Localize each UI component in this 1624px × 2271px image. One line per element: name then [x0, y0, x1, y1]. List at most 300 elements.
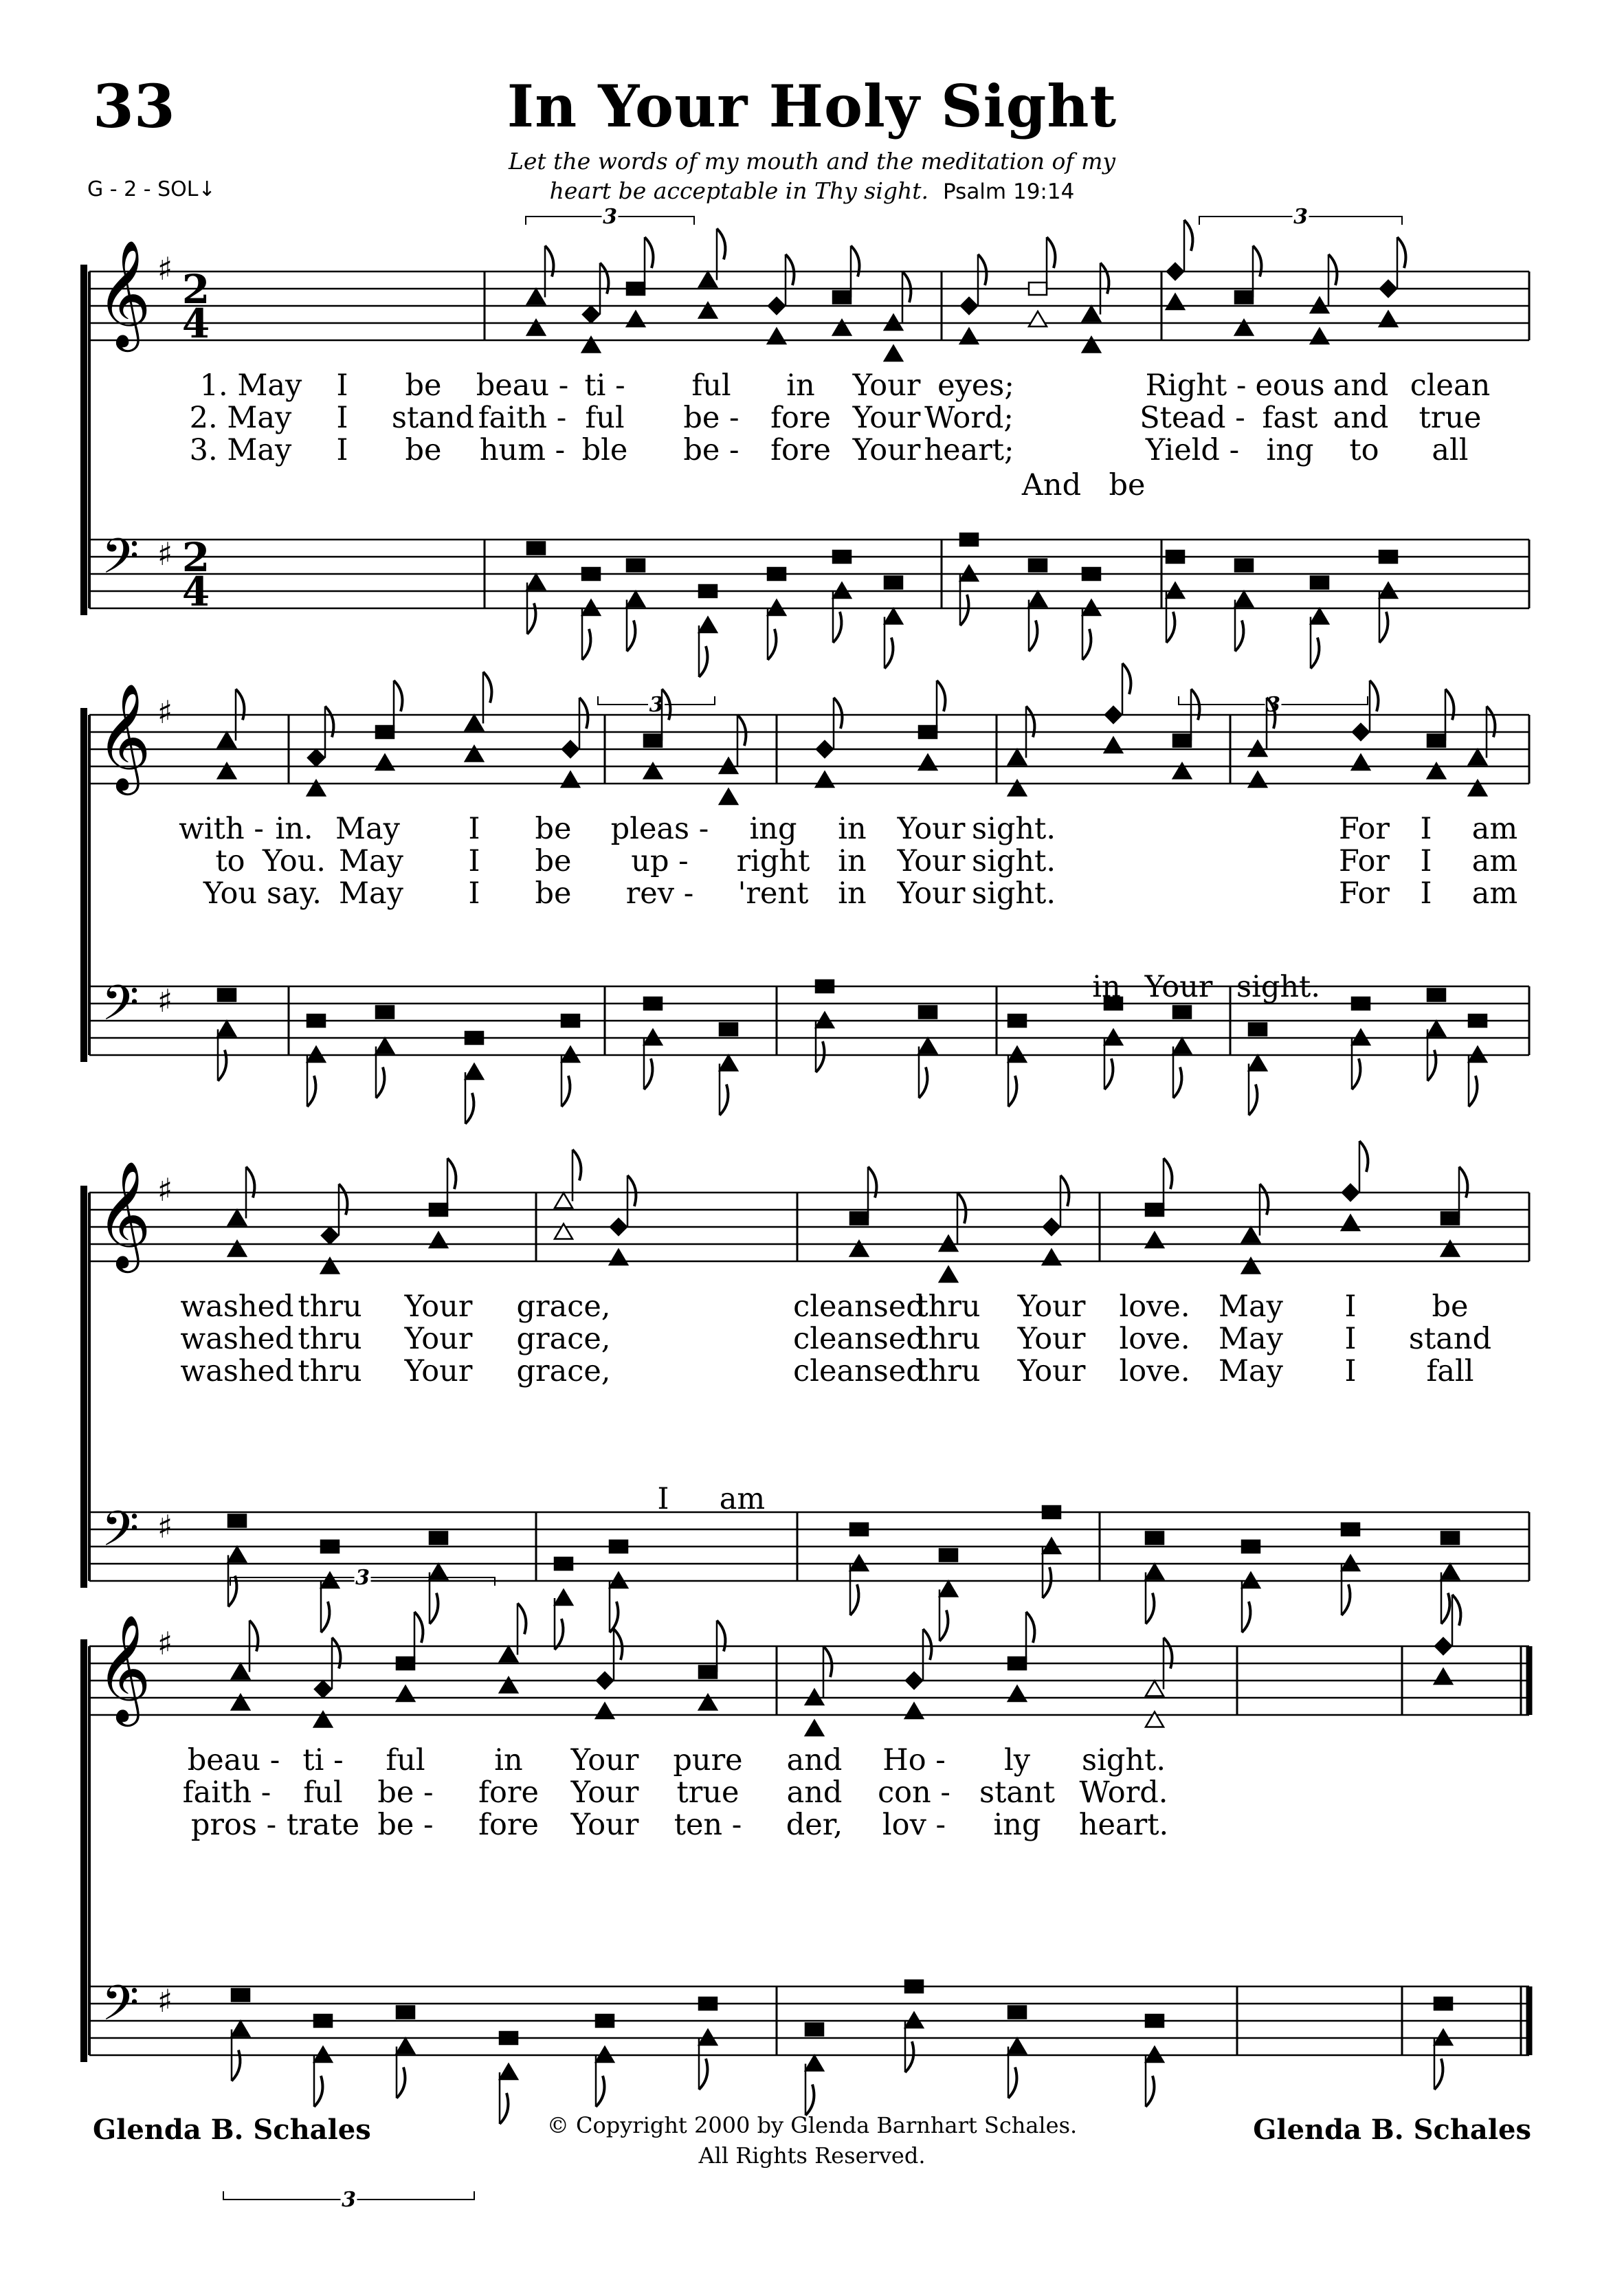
note-head — [1441, 1532, 1459, 1544]
lyric-syllable: be — [535, 876, 572, 911]
note-head — [919, 755, 937, 770]
note-head — [1311, 577, 1328, 589]
lyric-syllable: fore — [478, 1808, 539, 1842]
lyric-syllable: der, — [786, 1808, 843, 1842]
note-head — [850, 1523, 868, 1536]
note-flag — [1166, 612, 1175, 643]
note-head — [555, 1193, 572, 1208]
note-flag — [1060, 1175, 1069, 1206]
note-head — [308, 750, 324, 766]
note-head — [1235, 592, 1253, 607]
note-flag — [397, 2068, 405, 2098]
note-head — [218, 733, 236, 748]
note-flag — [582, 629, 590, 660]
lyric-syllable: fore — [770, 433, 831, 467]
note-flag — [1359, 1141, 1368, 1172]
lyric-syllable: May — [339, 844, 403, 878]
lyric-syllable: be - — [377, 1808, 434, 1842]
tuplet-number: 3 — [649, 693, 664, 717]
lyric-syllable: I — [1344, 1289, 1357, 1324]
note-flag — [1008, 2068, 1016, 2098]
key-signature-sharp: ♯ — [157, 250, 173, 287]
note-flag — [905, 2041, 913, 2072]
scripture-reference: Psalm 19:14 — [943, 179, 1075, 204]
note-flag — [1122, 663, 1131, 694]
note-flag — [645, 237, 653, 268]
lyric-syllable: pure — [673, 1743, 743, 1777]
note-head — [699, 617, 717, 632]
lyric-syllable: I — [468, 844, 480, 878]
note-head — [768, 329, 786, 344]
note-head — [1242, 1228, 1260, 1243]
note-head — [1008, 1686, 1026, 1701]
note-head — [322, 1228, 338, 1244]
note-flag — [1370, 680, 1378, 711]
lyric-syllable: Your — [570, 1743, 639, 1777]
note-flag — [1047, 237, 1055, 268]
lyric-syllable: be — [1432, 1289, 1469, 1324]
lyric-syllable: beau - — [476, 368, 569, 403]
note-head — [1249, 1056, 1267, 1071]
lyric-syllable: Your — [852, 433, 921, 467]
note-flag — [1173, 1067, 1181, 1098]
epigraph-line-1: Let the words of my mouth and the meditation of my — [508, 148, 1116, 175]
lyric-syllable: I — [1420, 876, 1432, 911]
note-flag — [937, 680, 945, 711]
lyric-syllable: say. — [267, 876, 322, 911]
note-head — [597, 1672, 613, 1689]
note-flag — [1146, 1593, 1154, 1624]
lyric-syllable: May — [1219, 1322, 1283, 1356]
note-flag — [1469, 1076, 1477, 1107]
lyric-syllable: in — [494, 1743, 523, 1777]
lyric-syllable: Your — [570, 1775, 639, 1810]
lyric-syllable: I — [1344, 1354, 1357, 1388]
note-head — [1249, 772, 1267, 787]
time-signature-top: 2 — [181, 266, 210, 313]
time-signature-bottom: 4 — [181, 568, 210, 615]
composer-left: Glenda B. Schales — [93, 2114, 371, 2146]
note-head — [1235, 291, 1253, 304]
tuplet-number: 3 — [342, 2188, 356, 2212]
note-flag — [1242, 1602, 1250, 1632]
bass-lyric-syllable: be — [1109, 468, 1146, 502]
note-head — [1166, 294, 1184, 309]
lyric-syllable: 1. May — [199, 368, 302, 403]
note-head — [699, 585, 717, 597]
lyric-syllable: fall — [1426, 1354, 1474, 1388]
note-head — [610, 1219, 627, 1235]
lyric-syllable: and — [786, 1775, 843, 1810]
tuplet-number: 3 — [603, 205, 617, 229]
note-head — [805, 1720, 823, 1736]
note-head — [1105, 707, 1122, 723]
note-head — [816, 741, 833, 757]
lyric-syllable: 3. May — [189, 433, 292, 467]
note-head — [850, 1212, 868, 1225]
lyric-syllable: ful — [386, 1743, 425, 1777]
note-head — [805, 2056, 823, 2071]
note-head — [321, 1540, 339, 1553]
note-head — [218, 1021, 236, 1037]
note-head — [232, 2021, 249, 2037]
lyric-syllable: May — [335, 812, 400, 846]
lyric-syllable: You. — [263, 844, 326, 878]
note-head — [610, 1250, 627, 1265]
bass-clef: 𝄢 — [101, 529, 140, 597]
note-head — [527, 542, 545, 555]
note-head — [397, 1657, 414, 1670]
lyric-syllable: washed — [180, 1322, 294, 1356]
note-head — [1043, 1250, 1060, 1265]
note-head — [1379, 551, 1397, 563]
note-head — [833, 551, 851, 563]
lyric-syllable: May — [1219, 1289, 1283, 1324]
lyric-syllable: hum - — [479, 433, 566, 467]
note-head — [500, 2064, 518, 2079]
lyric-syllable: May — [1219, 1354, 1283, 1388]
composer-right: Glenda B. Schales — [1253, 2114, 1531, 2146]
lyric-syllable: love. — [1119, 1354, 1190, 1388]
lyric-syllable: love. — [1119, 1289, 1190, 1324]
note-head — [627, 283, 645, 295]
lyric-syllable: Your — [897, 844, 966, 878]
note-head — [1435, 1638, 1451, 1654]
note-head — [699, 272, 717, 287]
note-flag — [816, 1041, 824, 1072]
key-signature-sharp: ♯ — [157, 1982, 173, 2019]
note-head — [376, 1039, 394, 1054]
note-head — [939, 1549, 957, 1562]
bass-staff — [89, 540, 1529, 608]
note-head — [228, 1547, 246, 1562]
hymn-title: In Your Holy Sight — [507, 72, 1117, 140]
note-head — [805, 2024, 823, 2036]
note-head — [1441, 1212, 1459, 1225]
note-head — [1104, 738, 1122, 753]
bass-staff — [89, 1512, 1529, 1581]
bass-staff — [89, 1986, 1529, 2055]
note-head — [720, 789, 737, 804]
lyric-syllable: fore — [478, 1775, 539, 1810]
note-head — [1379, 311, 1397, 326]
treble-clef: 𝄞 — [96, 239, 151, 347]
note-head — [465, 1032, 483, 1044]
note-head — [583, 307, 599, 323]
lyric-syllable: 2. May — [189, 401, 292, 435]
note-flag — [699, 646, 707, 677]
note-head — [627, 311, 645, 326]
lyric-syllable: in. — [275, 812, 313, 846]
lyric-syllable: 'rent — [737, 876, 809, 911]
lyric-syllable: ti - — [302, 1743, 344, 1777]
lyric-syllable: grace, — [516, 1322, 611, 1356]
lyric-syllable: sight. — [972, 844, 1056, 878]
lyric-syllable: Your — [404, 1354, 473, 1388]
copyright-line-2: All Rights Reserved. — [698, 2142, 926, 2169]
note-flag — [644, 1059, 652, 1089]
note-head — [961, 298, 977, 314]
note-head — [561, 1015, 579, 1027]
lyric-syllable: all — [1432, 433, 1469, 467]
note-flag — [833, 612, 841, 643]
lyric-syllable: lov - — [882, 1808, 946, 1842]
note-head — [376, 755, 394, 770]
lyric-syllable: true — [1419, 401, 1482, 435]
note-head — [919, 1039, 937, 1054]
note-head — [1427, 1021, 1445, 1037]
lyric-syllable: May — [339, 876, 403, 911]
note-head — [768, 568, 786, 580]
lyric-syllable: ten - — [674, 1808, 742, 1842]
key-signature-sharp: ♯ — [157, 1625, 173, 1662]
note-head — [627, 560, 645, 572]
note-head — [430, 1204, 447, 1216]
note-head — [720, 1056, 737, 1071]
note-head — [816, 980, 834, 993]
key-signature-sharp: ♯ — [157, 1508, 173, 1545]
note-flag — [1352, 1059, 1360, 1089]
note-head — [1082, 307, 1100, 322]
note-head — [430, 1232, 447, 1248]
note-flag — [627, 1175, 636, 1206]
lyric-syllable: stand — [391, 401, 475, 435]
lyric-syllable: grace, — [516, 1354, 611, 1388]
note-flag — [596, 2076, 604, 2107]
note-flag — [1342, 1584, 1350, 1615]
note-head — [1469, 750, 1487, 765]
lyric-syllable: Word. — [1079, 1775, 1168, 1810]
note-head — [1427, 735, 1445, 747]
note-head — [960, 329, 978, 344]
lyric-syllable: eyes; — [937, 368, 1014, 403]
note-head — [527, 575, 545, 590]
lyric-syllable: For — [1339, 844, 1390, 878]
note-flag — [699, 2059, 707, 2090]
note-head — [1146, 1232, 1164, 1248]
lyric-syllable: and — [1333, 401, 1389, 435]
note-flag — [579, 698, 588, 729]
note-head — [1043, 1219, 1060, 1235]
note-flag — [902, 272, 911, 302]
note-head — [905, 1980, 923, 1993]
note-head — [1352, 755, 1370, 770]
note-head — [1173, 1006, 1191, 1019]
lyric-syllable: washed — [180, 1354, 294, 1388]
note-flag — [1146, 2076, 1154, 2107]
note-head — [1146, 1532, 1164, 1544]
note-head — [1311, 329, 1328, 344]
note-head — [1441, 1564, 1459, 1580]
lyric-syllable: trate — [286, 1808, 360, 1842]
time-signature-bottom: 4 — [181, 300, 210, 347]
lyric-syllable: Your — [1017, 1322, 1086, 1356]
note-head — [555, 1590, 572, 1605]
lyric-syllable: am — [1471, 812, 1518, 846]
lyric-syllable: thru — [298, 1289, 362, 1324]
note-flag — [1434, 2059, 1443, 2090]
lyric-syllable: in — [838, 876, 867, 911]
lyric-syllable: love. — [1119, 1322, 1190, 1356]
note-head — [644, 997, 662, 1010]
bass-clef: 𝄢 — [101, 975, 140, 1043]
lyric-syllable: ing — [749, 812, 797, 846]
lyric-syllable: ful — [691, 368, 731, 403]
lyric-syllable: faith - — [182, 1775, 271, 1810]
note-flag — [627, 621, 635, 652]
note-flag — [1082, 629, 1091, 660]
note-flag — [1249, 1085, 1257, 1116]
note-flag — [414, 1612, 423, 1643]
note-flag — [561, 1076, 570, 1107]
lyric-syllable: Your — [897, 812, 966, 846]
time-signature-top: 2 — [181, 534, 210, 581]
note-flag — [1043, 1567, 1051, 1598]
note-head — [1311, 609, 1328, 624]
lyric-syllable: and — [786, 1743, 843, 1777]
bass-lyric-syllable: And — [1021, 468, 1082, 502]
lyric-syllable: I — [1420, 812, 1432, 846]
note-head — [960, 533, 978, 546]
lyric-syllable: Right - — [1145, 368, 1247, 403]
treble-staff — [89, 1193, 1529, 1261]
lyric-syllable: Your — [570, 1808, 639, 1842]
lyric-syllable: fast — [1262, 401, 1318, 435]
note-flag — [614, 1629, 622, 1660]
lyric-syllable: heart; — [924, 433, 1014, 467]
lyric-syllable: pros - — [190, 1808, 277, 1842]
note-flag — [518, 1604, 526, 1635]
note-head — [527, 289, 545, 304]
note-flag — [610, 1602, 618, 1632]
note-head — [500, 1647, 518, 1662]
note-flag — [978, 254, 986, 285]
note-flag — [1026, 1612, 1034, 1643]
note-flag — [960, 595, 968, 625]
lyric-syllable: in — [838, 812, 867, 846]
note-head — [1434, 1669, 1452, 1684]
note-head — [465, 1064, 483, 1079]
note-head — [1029, 311, 1047, 326]
note-flag — [1029, 621, 1037, 652]
note-flag — [850, 1584, 858, 1615]
lyric-syllable: thru — [916, 1322, 981, 1356]
lyric-syllable: and — [1333, 368, 1389, 403]
note-flag — [957, 1193, 966, 1223]
lyric-syllable: rev - — [625, 876, 694, 911]
note-flag — [1441, 1593, 1449, 1624]
lyric-syllable: stand — [1408, 1322, 1492, 1356]
note-head — [1008, 2006, 1026, 2019]
lyric-syllable: am — [1471, 876, 1518, 911]
note-head — [768, 298, 785, 314]
note-head — [315, 1681, 331, 1698]
lyric-syllable: For — [1339, 876, 1390, 911]
treble-clef: 𝄞 — [96, 1160, 151, 1268]
note-flag — [314, 2076, 322, 2107]
note-head — [397, 2006, 414, 2019]
lyric-syllable: Stead - — [1139, 401, 1245, 435]
lyric-syllable: thru — [298, 1354, 362, 1388]
note-head — [1167, 263, 1183, 280]
note-head — [1166, 551, 1184, 563]
note-head — [1380, 280, 1397, 297]
bass-lyric-syllable: Your — [1144, 970, 1213, 1004]
note-head — [1469, 1015, 1487, 1027]
note-head — [228, 1210, 246, 1226]
lyric-syllable: right — [736, 844, 810, 878]
note-head — [699, 1997, 717, 2010]
lyric-syllable: in — [838, 844, 867, 878]
note-head — [1029, 560, 1047, 572]
lyric-syllable: up - — [631, 844, 689, 878]
lyric-syllable: cleansed — [793, 1289, 925, 1324]
lyric-syllable: be — [535, 812, 572, 846]
treble-staff — [89, 715, 1529, 784]
note-head — [1342, 1184, 1359, 1201]
lyric-syllable: with - — [179, 812, 264, 846]
note-head — [561, 772, 579, 787]
lyric-syllable: ti - — [584, 368, 625, 403]
lyric-syllable: faith - — [478, 401, 567, 435]
lyric-syllable: ble — [581, 433, 628, 467]
key-label: G - 2 - SOL↓ — [87, 177, 216, 201]
note-head — [228, 1515, 246, 1527]
lyric-syllable: be — [535, 844, 572, 878]
lyric-syllable: thru — [298, 1322, 362, 1356]
note-head — [906, 1672, 922, 1689]
lyric-syllable: I — [1344, 1322, 1357, 1356]
note-flag — [1104, 1059, 1113, 1089]
lyric-syllable: I — [468, 812, 480, 846]
note-flag — [885, 638, 893, 669]
note-flag — [465, 1093, 474, 1124]
lyric-syllable: sight. — [972, 812, 1056, 846]
lyric-syllable: to — [1349, 433, 1379, 467]
lyric-syllable: I — [336, 368, 348, 403]
note-flag — [1235, 621, 1243, 652]
bass-lyric-syllable: am — [719, 1482, 766, 1516]
note-flag — [737, 715, 746, 746]
lyric-syllable: Ho - — [882, 1743, 946, 1777]
note-head — [430, 1532, 447, 1544]
treble-staff — [89, 272, 1529, 340]
note-flag — [717, 229, 725, 260]
lyric-syllable: to — [215, 844, 245, 878]
bass-lyric-syllable: in — [1092, 970, 1121, 1004]
note-head — [919, 726, 937, 738]
note-flag — [1164, 1158, 1172, 1189]
note-flag — [1452, 1595, 1460, 1626]
lyric-syllable: sight. — [1082, 1743, 1166, 1777]
note-flag — [939, 1610, 948, 1641]
note-flag — [834, 698, 842, 729]
lyric-syllable: ing — [993, 1808, 1041, 1842]
note-head — [610, 1540, 627, 1553]
note-head — [1029, 283, 1047, 295]
note-flag — [720, 1085, 728, 1116]
note-head — [218, 989, 236, 1001]
treble-clef: 𝄞 — [96, 1614, 151, 1722]
note-head — [1249, 1023, 1267, 1036]
note-flag — [768, 629, 776, 660]
note-head — [500, 2032, 518, 2044]
lyric-syllable: fore — [770, 401, 831, 435]
note-head — [885, 609, 902, 624]
bass-clef: 𝄢 — [101, 1501, 140, 1569]
note-head — [1146, 1204, 1164, 1216]
lyric-syllable: be - — [683, 401, 739, 435]
